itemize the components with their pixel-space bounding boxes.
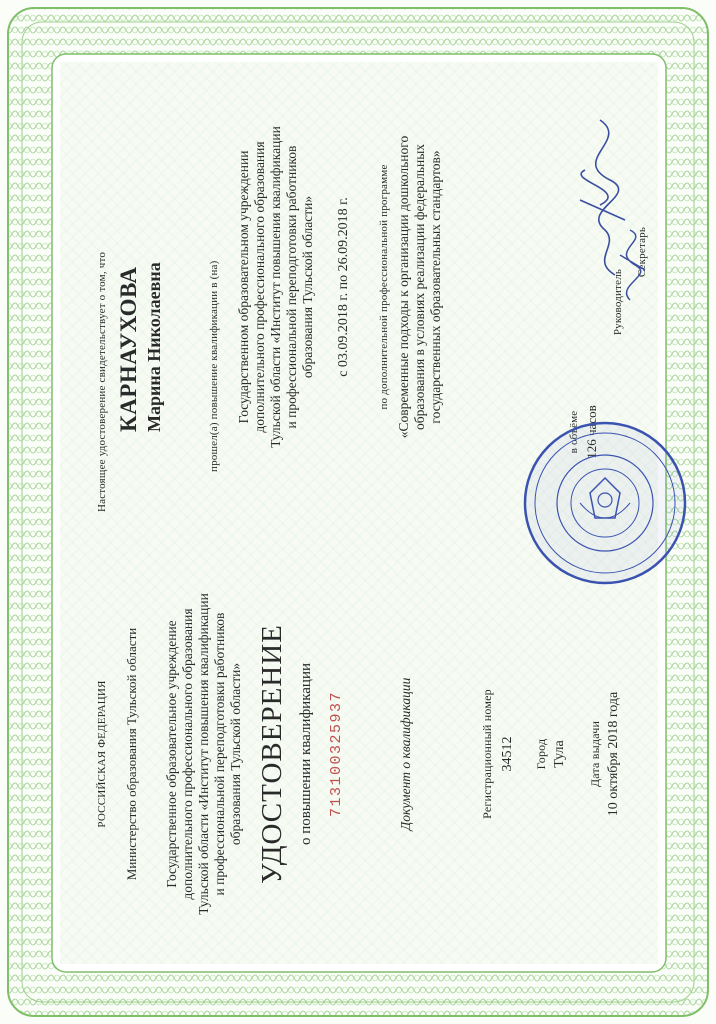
document-title: УДОСТОВЕРЕНИЕ — [256, 624, 288, 884]
program-line: образования в условиях реализации федеральных — [412, 143, 427, 431]
issue-date-label: Дата выдачи — [588, 720, 602, 788]
registration-number: 34512 — [500, 736, 515, 772]
training-org-line: дополнительного профессионального образования — [252, 141, 267, 433]
program-line: «Современные подходы к организации дошкольного — [396, 135, 411, 439]
holder-given-name: Марина Николаевна — [144, 262, 164, 432]
secretary-position: Секретарь — [636, 226, 648, 278]
official-seal — [520, 418, 690, 588]
intro-text: Настоящее удостоверение свидетельствует о том, что — [96, 251, 108, 512]
holder-surname: КАРНАУХОВА — [116, 266, 141, 432]
registration-label: Регистрационный номер — [480, 689, 494, 819]
city-label: Город — [534, 738, 548, 770]
program-label: по дополнительной профессиональной программе — [378, 164, 390, 410]
document-type: Документ о квалификации — [398, 677, 413, 831]
city-value: Тула — [552, 740, 567, 768]
ruler-position: Руководитель — [612, 268, 624, 336]
program-line: государственных образовательных стандартов» — [428, 150, 443, 424]
country-label: РОССИЙСКАЯ ФЕДЕРАЦИЯ — [96, 680, 108, 828]
left-panel — [60, 544, 658, 964]
passed-text: прошел(а) повышение квалификации в (на) — [208, 260, 220, 472]
document-subtitle: о повышении квалификации — [298, 663, 314, 845]
document-number: 713100325937 — [328, 690, 345, 818]
ministry-label: Министерство образования Тульской области — [124, 627, 139, 881]
issuer-line: Тульской области «Институт повышения квалификации — [196, 593, 211, 915]
program-name — [396, 62, 444, 512]
issuer-line: Государственное образовательное учреждение — [164, 620, 179, 888]
training-org-line: образования Тульской области» — [300, 195, 315, 379]
training-org-line: Государственном образовательном учреждении — [236, 150, 251, 424]
issue-date-value: 10 октября 2018 года — [606, 691, 621, 817]
training-period: с 03.09.2018 г. по 26.09.2018 г. — [336, 197, 351, 377]
issuer-line: и профессиональной переподготовки работников — [212, 612, 227, 896]
secretary-signature — [600, 225, 660, 305]
training-organization — [236, 62, 316, 512]
issuer-line: образования Тульской области» — [228, 662, 243, 846]
issuer-organization — [164, 544, 244, 964]
training-org-line: Тульской области «Институт повышения квалификации — [268, 126, 283, 448]
training-org-line: и профессиональной переподготовки работников — [284, 145, 299, 429]
issuer-line: дополнительного профессионального образования — [180, 608, 195, 900]
